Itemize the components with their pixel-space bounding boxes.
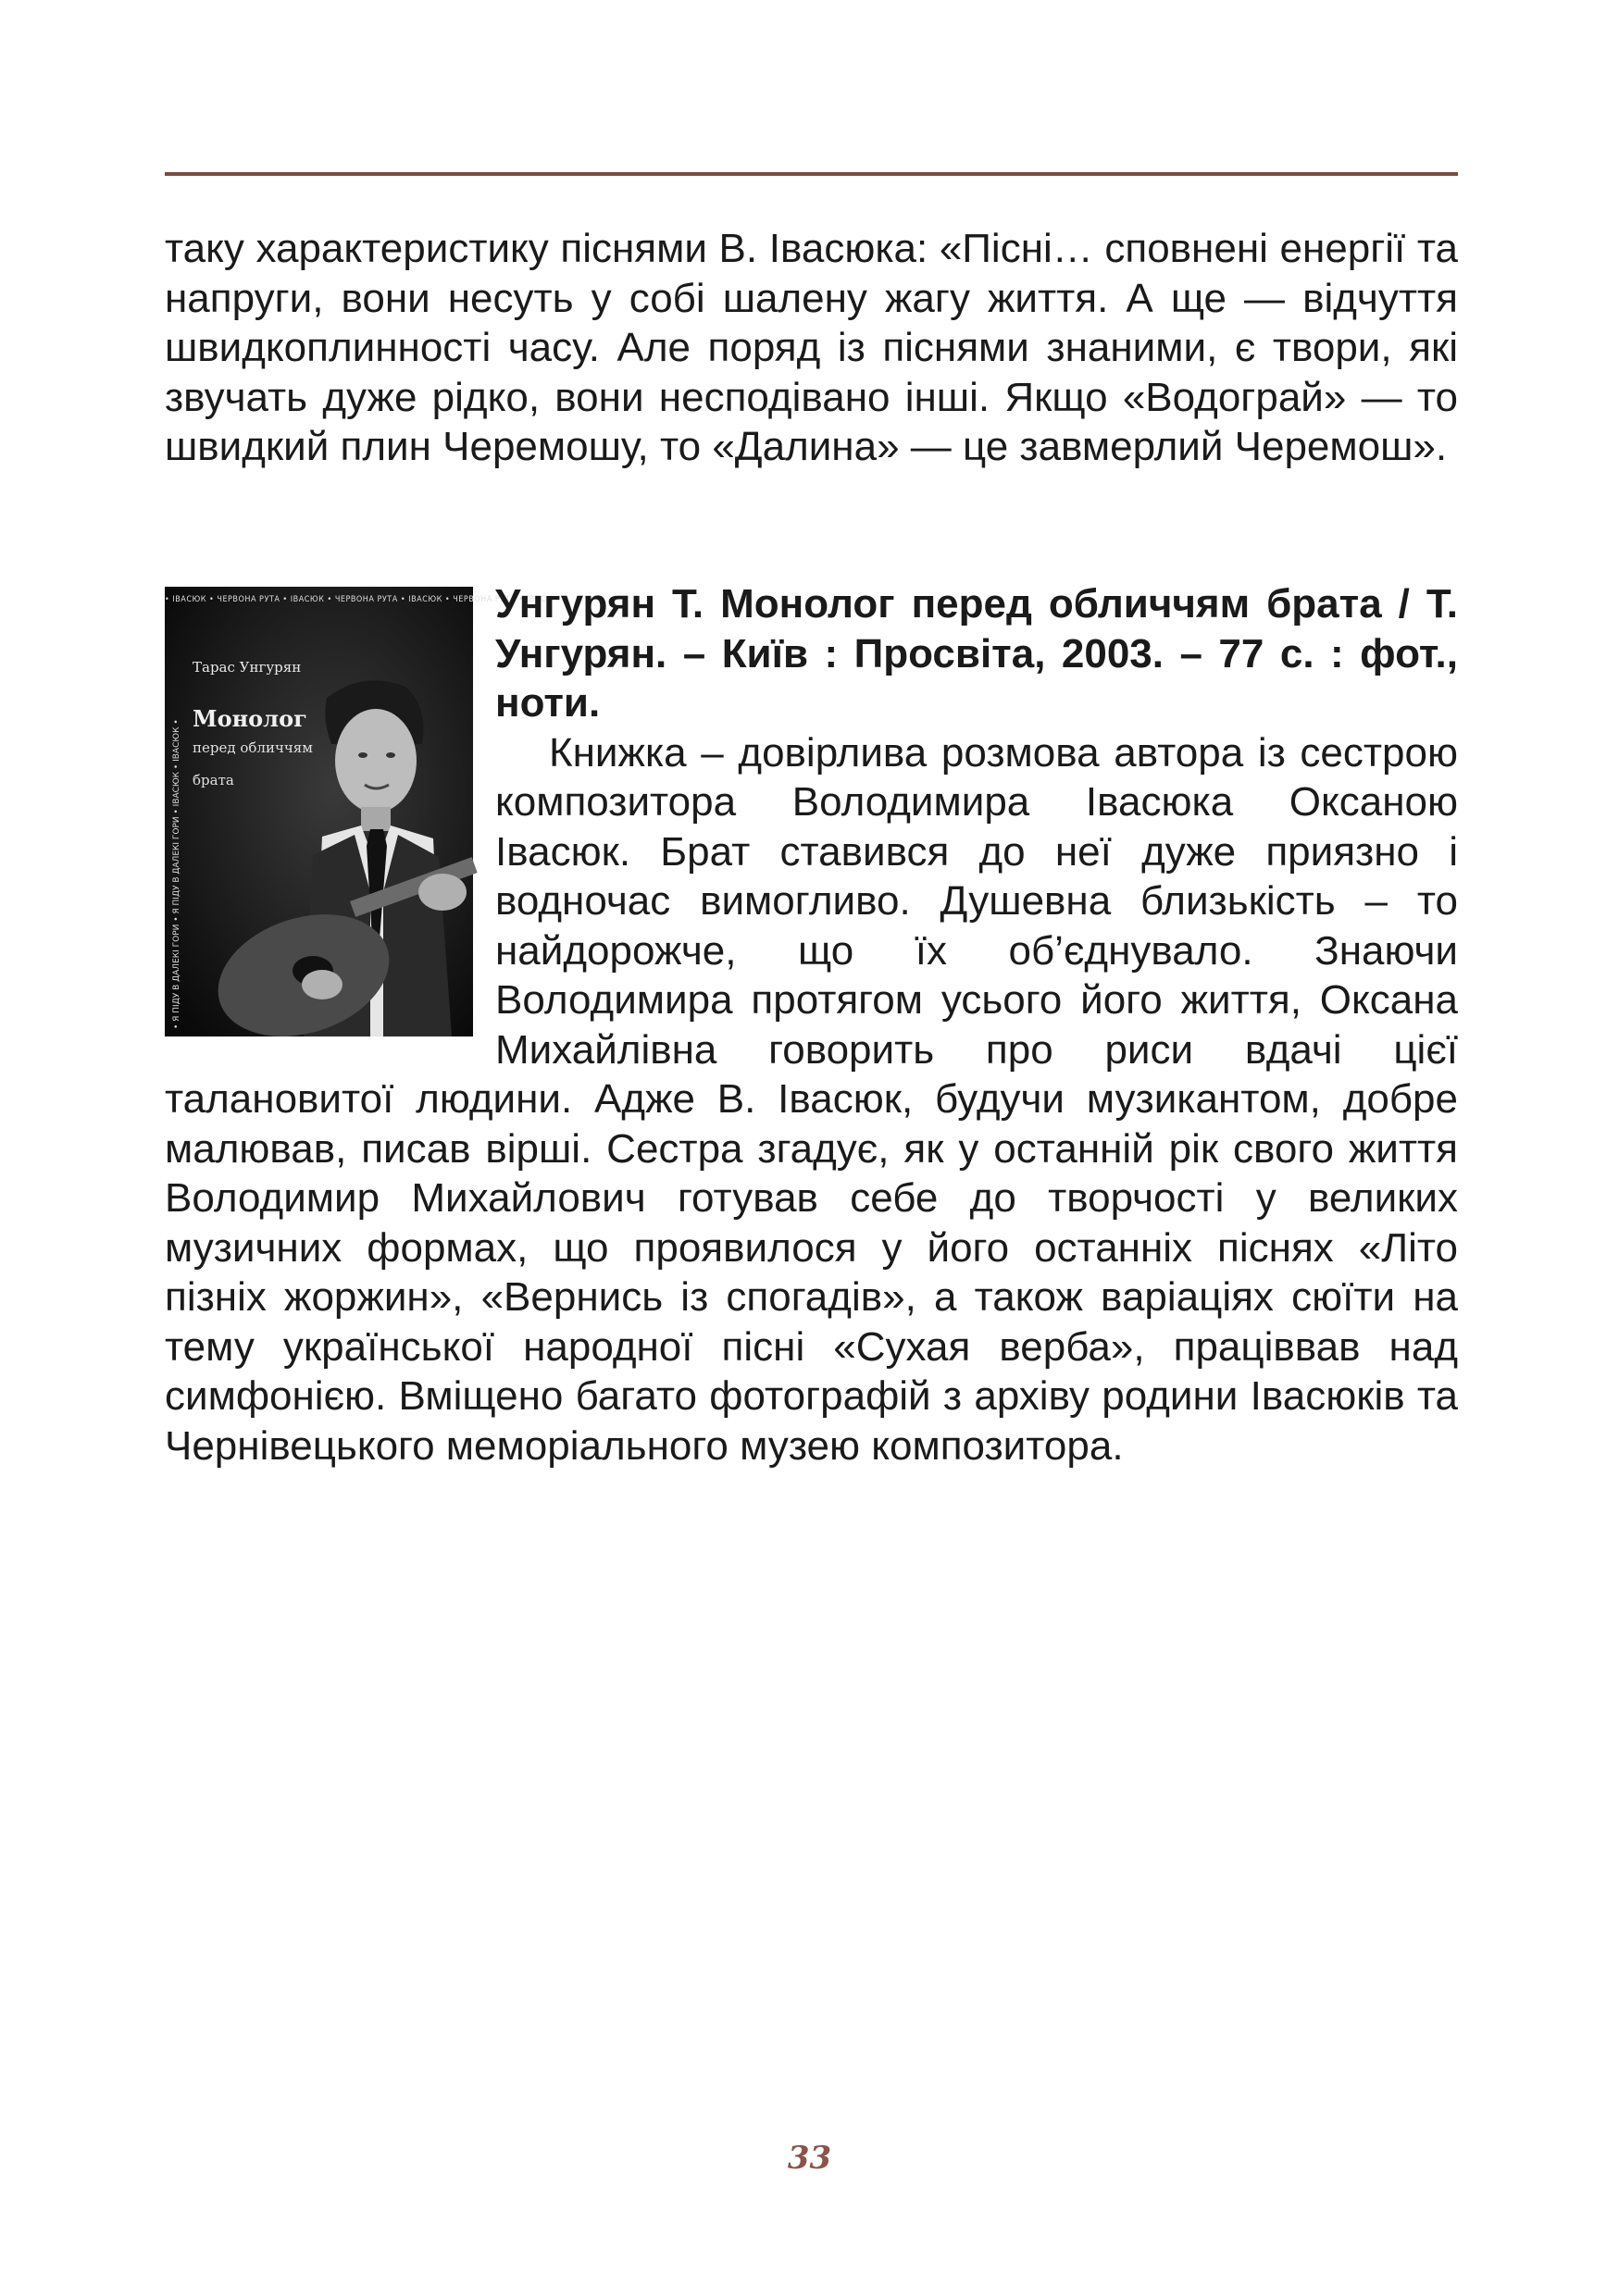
cover-spacer — [165, 579, 561, 1074]
intro-text: таку характеристику піснями В. Івасюка: «Пісні… сповнені енергії та напруги, вони несуть у собі шалену жагу життя. А ще — відчуття швидкоплинності часу. Але поряд із піснями знаними, є твори, які звучать дуже рідко, вони несподівано інші. Якщо «Водограй» — то швидкий плин Черемошу, то «Далина» — це завмерлий Черемош». — [165, 226, 1458, 469]
page-number: 33 — [787, 2140, 832, 2177]
intro-paragraph — [165, 224, 1458, 472]
cover-title: Монолог — [193, 705, 307, 732]
cover-subtitle-2: брата — [193, 772, 234, 788]
book-entry — [165, 579, 1458, 1471]
entry-body: Книжка – довірлива розмова автора із сестрою композитора Володимира Івасюка Оксаною Івасюк. Брат ставився до неї дуже приязно і водночас вимогливо. Душевна близькість – то найдорожче, що їх об’єднувало. Знаючи Володимира протягом усього його життя, Оксана Михайлівна говорить про риси вдачі цієї талановитої людини. Адже В. Івасюк, будучи музикантом, добре малював, писав вірші. Сестра згадує, як у останній рік свого життя Володимир Михайлович готував себе до творчості у великих музичних формах, що проявилося у його останніх піснях «Літо пізніх жоржин», «Вернись із спогадів», а також варіаціях сюїти на тему української народної пісні «Сухая верба», праціввав над симфонією. Вміщено багато фотографій з архіву родини Івасюків та Чернівецького меморіального музею композитора. — [165, 729, 1458, 1469]
cover-band-top: • ІВАСЮК • ЧЕРВОНА РУТА • ІВАСЮК • ЧЕРВОНА РУТА • ІВАСЮК • ЧЕРВОНА РУТА • ІВАСЮК — [165, 595, 561, 604]
cover-subtitle-1: перед обличчям — [193, 739, 313, 756]
entry-title: Унгурян Т. Монолог перед обличчям брата / Т. Унгурян. – Київ : Просвіта, 2003. – 77 с. : фот., ноти. — [495, 581, 1458, 726]
top-rule — [165, 172, 1458, 176]
cover-author: Тарас Унгурян — [193, 659, 302, 676]
cover-band-left: • Я ПІДУ В ДАЛЕКІ ГОРИ • Я ПІДУ В ДАЛЕКІ ГОРИ • ІВАСЮК • ІВАСЮК • — [172, 719, 181, 1029]
